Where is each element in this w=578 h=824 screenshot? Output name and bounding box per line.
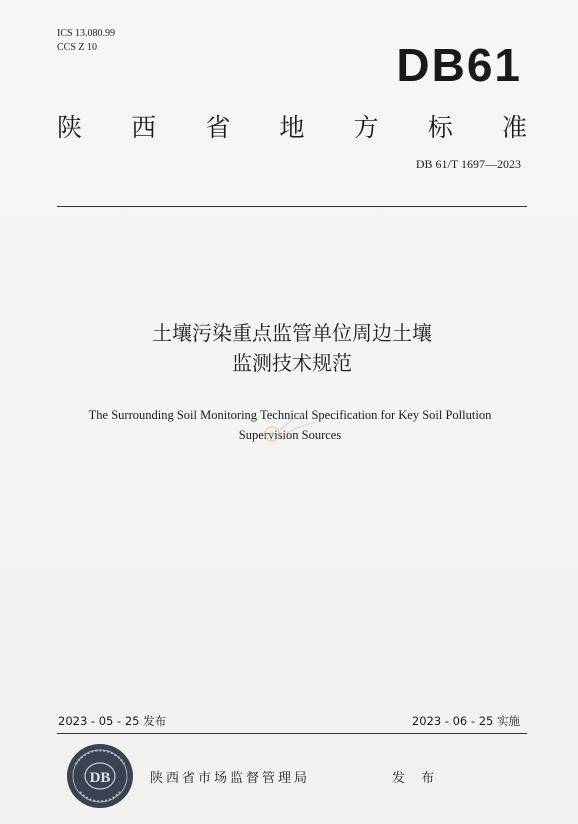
publish-date: 2023 - 05 - 25 发布 — [58, 714, 167, 728]
standard-number: DB 61/T 1697—2023 — [415, 157, 521, 171]
bureau-seal-icon — [66, 742, 134, 810]
title-char: 西 — [131, 113, 157, 142]
ccs-code: CCS Z 10 — [57, 42, 98, 53]
english-title-line-2: Supervision Sources — [238, 428, 342, 442]
seal-text: DB — [89, 770, 111, 786]
classification-codes — [57, 27, 115, 55]
issue-label: 发 布 — [392, 771, 441, 786]
watermark-icon — [258, 400, 328, 450]
top-divider — [57, 206, 527, 207]
chinese-title-line-1: 土壤污染重点监管单位周边土壤 — [152, 321, 432, 345]
title-char: 准 — [501, 113, 527, 142]
title-char: 陕 — [57, 113, 83, 142]
title-char: 地 — [279, 113, 305, 142]
title-char: 方 — [353, 113, 379, 142]
title-char: 省 — [205, 113, 231, 142]
title-char: 标 — [427, 113, 453, 142]
issuing-authority: 陕西省市场监督管理局 — [150, 771, 311, 786]
implement-date: 2023 - 06 - 25 实施 — [411, 714, 520, 728]
bottom-divider — [57, 733, 527, 734]
province-standard-title — [57, 108, 527, 144]
chinese-title-line-2: 监测技术规范 — [232, 351, 352, 375]
english-title-line-1: The Surrounding Soil Monitoring Technical Specification for Key Soil Pollution — [88, 408, 492, 422]
chinese-title — [57, 318, 527, 378]
standard-code-label: DB61 — [396, 39, 522, 91]
ics-code: ICS 13.080.99 — [57, 28, 116, 39]
